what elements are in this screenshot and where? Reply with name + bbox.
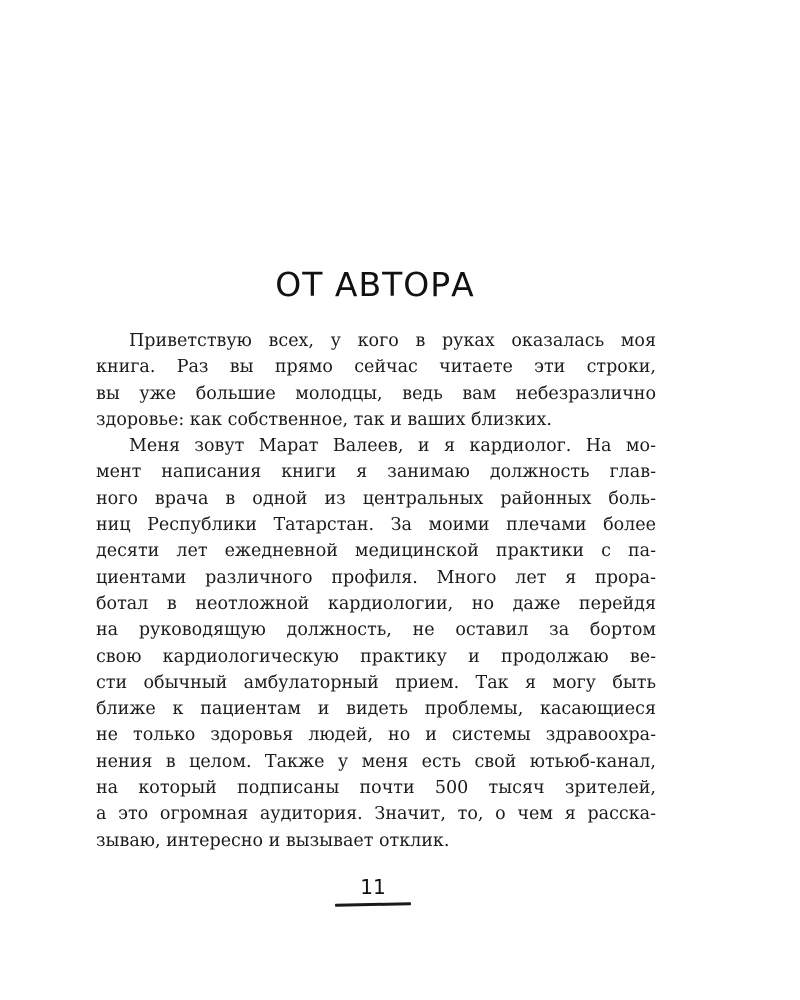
chapter-title: ОТ АВТОРА [275, 265, 475, 304]
text-line: десяти лет ежедневной медицинской практики с па- [96, 541, 656, 562]
text-line: мент написания книги я занимаю должность глав- [96, 462, 656, 483]
body-text [96, 328, 656, 854]
text-line: ботал в неотложной кардиологии, но даже перейдя [96, 593, 656, 614]
text-line: не только здоровья людей, но и системы здравоохра- [96, 725, 656, 746]
text-line: вы уже большие молодцы, ведь вам небезразлично [96, 383, 656, 404]
text-line: книга. Раз вы прямо сейчас читаете эти строки, [96, 357, 656, 378]
text-line: ближе к пациентам и видеть проблемы, касающиеся [96, 699, 656, 720]
page-number: 11 [360, 875, 386, 899]
text-line: на который подписаны почти 500 тысяч зрителей, [96, 778, 656, 799]
text-line: Меня зовут Марат Валеев, и я кардиолог. На мо- [129, 436, 656, 457]
text-line: циентами различного профиля. Много лет я прора- [96, 567, 656, 588]
text-line: а это огромная аудитория. Значит, то, о чем я расска- [96, 804, 656, 825]
text-line: здоровье: как собственное, так и ваших близких. [96, 409, 552, 430]
text-line: Приветствую всех, у кого в руках оказалась моя [129, 331, 656, 351]
text-line: ниц Республики Татарстан. За моими плечами более [96, 515, 656, 536]
text-line: нения в целом. Также у меня есть свой ютьюб-канал, [96, 751, 656, 772]
text-line: свою кардиологическую практику и продолжаю ве- [96, 646, 656, 667]
text-line: зываю, интересно и вызывает отклик. [96, 830, 450, 851]
page-number-underline [335, 902, 411, 907]
text-line: ного врача в одной из центральных районных боль- [96, 488, 656, 509]
text-line: сти обычный амбулаторный прием. Так я могу быть [96, 672, 656, 693]
text-line: на руководящую должность, не оставил за бортом [96, 620, 656, 641]
